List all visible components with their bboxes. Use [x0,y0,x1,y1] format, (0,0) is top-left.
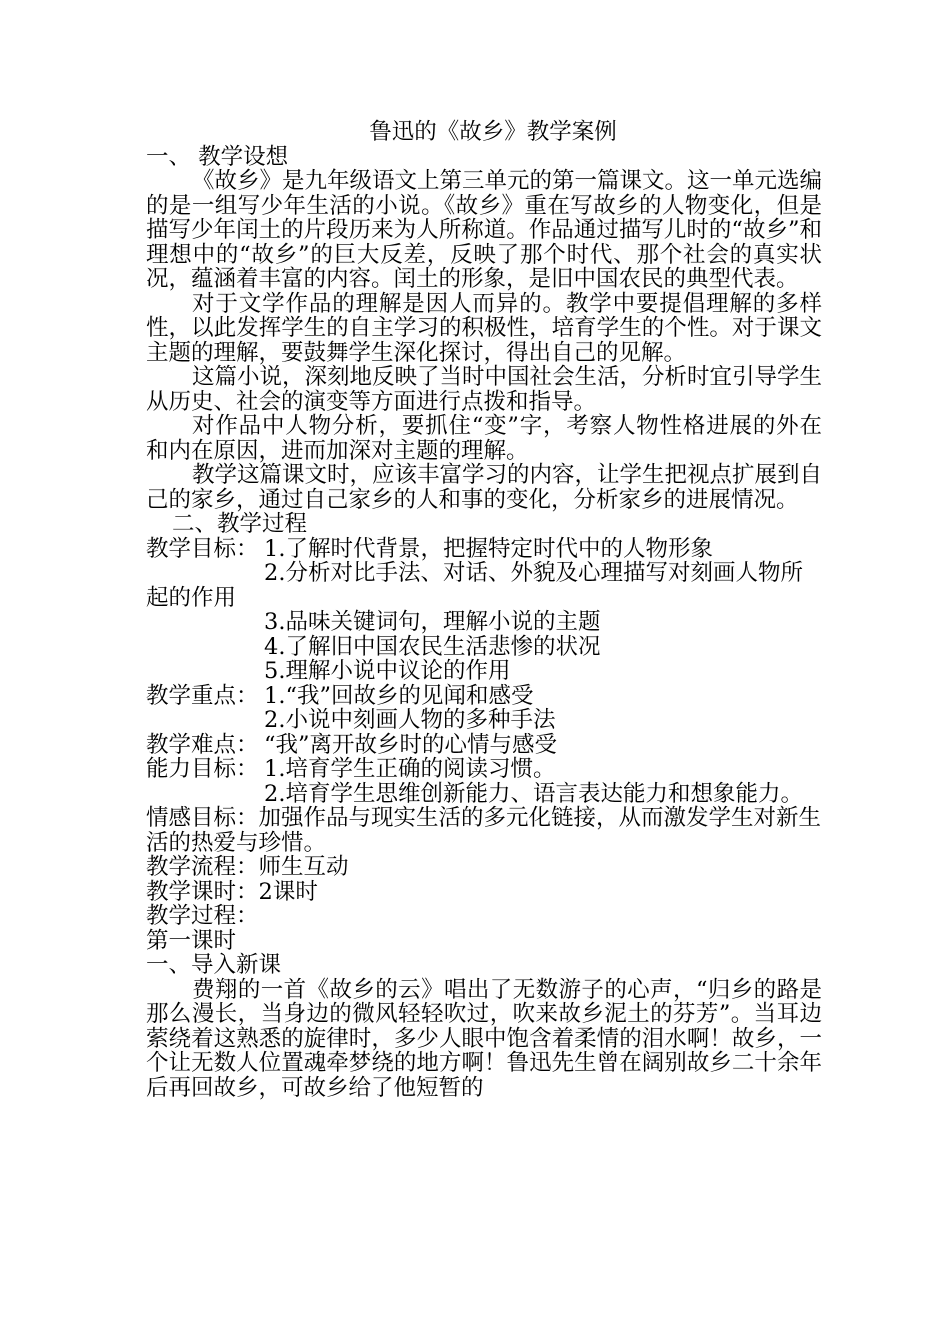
difficulty-row [146,733,822,758]
key-point-item: 1.“我”回故乡的见闻和感受 [264,682,534,709]
intro-heading: 一、导入新课 [146,952,282,978]
ability-item: 2.培育学生思维创新能力、语言表达能力和想象能力。 [264,780,803,807]
paragraph-2: 对于文学作品的理解是因人而异的。教学中要提倡理解的多样性，以此发挥学生的自主学习的积极性，培育学生的个性。对于课文主题的理解，要鼓舞学生深化探讨，得出自己的见解。 [146,290,822,366]
emotion-row [146,806,822,855]
lesson-1-heading: 第一课时 [146,927,237,954]
objective-item: 3.品味关键词句，理解小说的主题 [264,609,601,635]
objective-item: 2.分析对比手法、对话、外貌及心理描写对刻画人物所起的作用 [146,560,803,611]
intro-paragraph: 费翔的一首《故乡的云》唱出了无数游子的心声，“归乡的路是那么漫长，当身边的微风轻轻吹过，吹来故乡泥土的芬芳”。当耳边萦绕着这熟悉的旋律时，多少人眼中饱含着柔情的泪水啊！故乡，一个让无数人位置魂牵梦绕的地方啊！鲁迅先生曾在阔别故乡二十余年后再回故乡，可故乡给了他短暂的 [146,976,822,1101]
section-heading-teaching-idea: 一、 教学设想 [146,143,289,170]
objective-item: 4.了解旧中国农民生活悲惨的状况 [264,633,601,660]
process-line: 教学流程：师生互动 [146,854,349,880]
difficulty-label: 教学难点： [146,731,259,758]
objective-item: 1.了解时代背景，把握特定时代中的人物形象 [264,535,713,562]
paragraph-4: 对作品中人物分析，要抓住“变”字，考察人物性格进展的外在和内在原因，进而加深对主题的理解。 [146,413,822,464]
paragraph-1: 《故乡》是九年级语文上第三单元的第一篇课文。这一单元选编的是一组写少年生活的小说。《故乡》重在写故乡的人物变化，但是描写少年闰土的片段历来为人所称道。作品通过描写儿时的“故乡”和理想中的“故乡”的巨大反差，反映了那个时代、那个社会的真实状况，蕴涵着丰富的内容。闰土的形象，是旧中国农民的典型代表。 [146,168,823,292]
document-title: 鲁迅的《故乡》教学案例 [369,119,617,145]
teaching-process-line: 教学过程： [146,903,259,929]
objectives-row [146,537,822,562]
key-point-item: 2.小说中刻画人物的多种手法 [264,707,556,733]
paragraph-3: 这篇小说，深刻地反映了当时中国社会生活，分析时宜引导学生从历史、社会的演变等方面进行点拨和指导。 [146,364,823,415]
paragraph-5: 教学这篇课文时，应该丰富学习的内容，让学生把视点扩展到自己的家乡，通过自己家乡的人和事的变化，分析家乡的进展情况。 [146,462,823,513]
emotion-text: 加强作品与现实生活的多元化链接，从而激发学生对新生活的热爱与珍惜。 [146,805,822,856]
ability-item: 1.培育学生正确的阅读习惯。 [264,756,556,782]
key-points-row [146,684,822,709]
hours-line: 教学课时：2课时 [146,878,318,905]
key-points-label: 教学重点： [146,682,259,709]
difficulty-text: “我”离开故乡时的心情与感受 [264,731,558,758]
emotion-label: 情感目标： [146,805,259,831]
document-body [146,120,822,1100]
ability-row [146,757,822,782]
objective-item: 5.理解小说中议论的作用 [264,658,511,684]
objectives-label: 教学目标： [146,535,259,562]
ability-label: 能力目标： [146,756,259,782]
section-heading-teaching-process: 二、教学过程 [172,511,308,537]
